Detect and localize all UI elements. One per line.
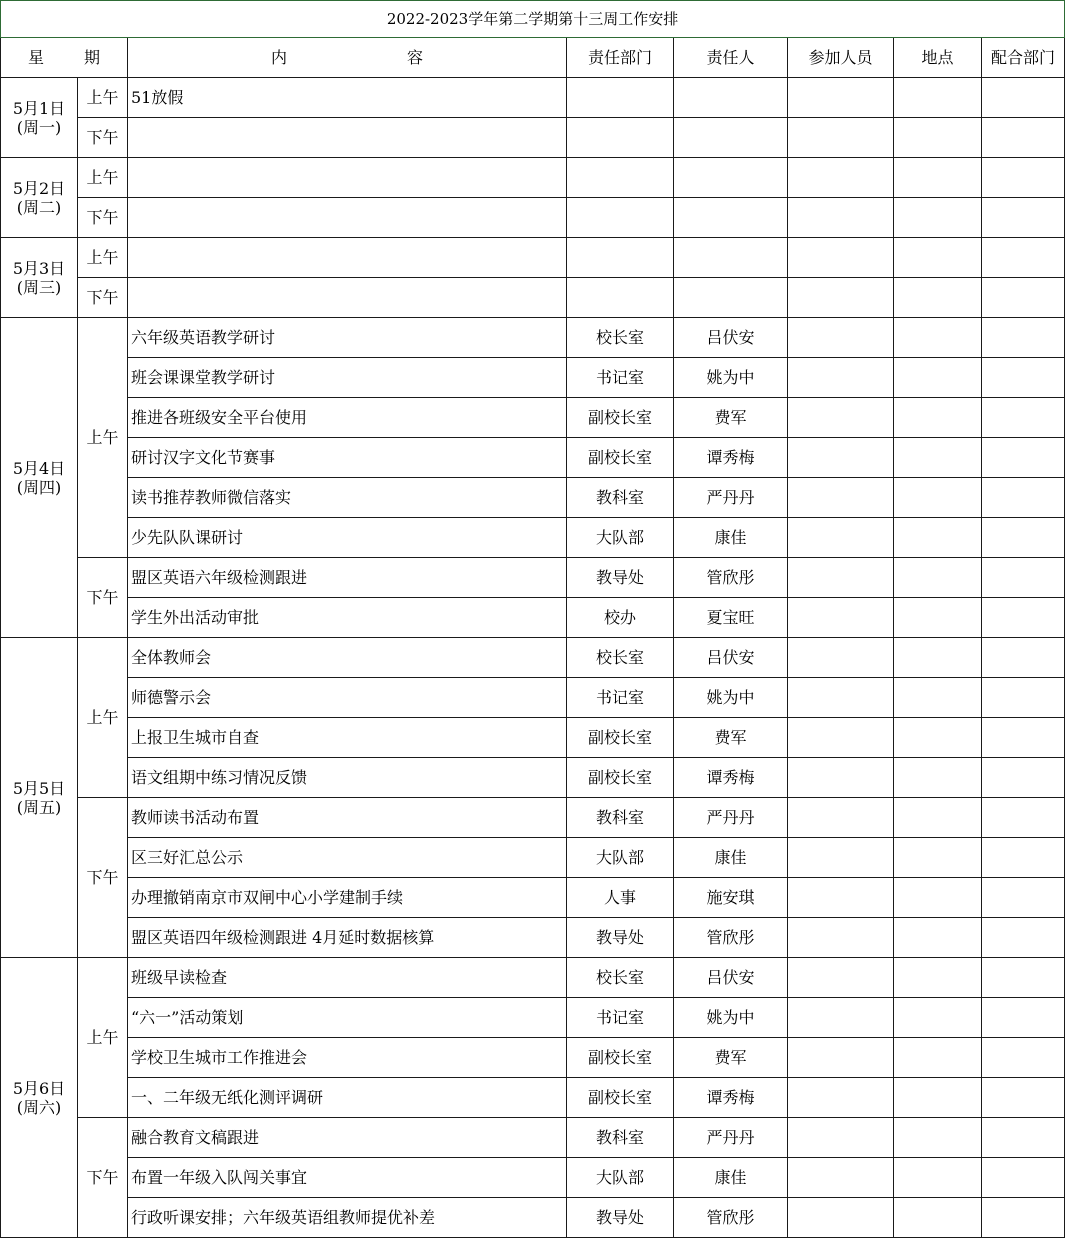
dept-cell [567,198,674,238]
participants-cell [788,318,894,358]
table-row [1,238,1065,278]
person-cell: 夏宝旺 [674,598,788,638]
content-cell: 区三好汇总公示 [128,838,567,878]
coop-cell [982,718,1065,758]
content-cell: 班会课课堂教学研讨 [128,358,567,398]
content-cell [128,158,567,198]
location-cell [894,838,982,878]
day-cell [1,318,78,638]
content-cell: 推进各班级安全平台使用 [128,398,567,438]
day-weekday: (周一) [16,117,62,137]
header-content-a: 内 [270,48,287,67]
table-row [1,838,1065,878]
coop-cell [982,398,1065,438]
participants-cell [788,758,894,798]
period-cell: 下午 [78,558,128,638]
participants-cell [788,438,894,478]
dept-cell: 校长室 [567,318,674,358]
content-cell: 融合教育文稿跟进 [128,1118,567,1158]
person-cell: 康佳 [674,1158,788,1198]
content-cell: 师德警示会 [128,678,567,718]
content-cell: 少先队队课研讨 [128,518,567,558]
person-cell [674,278,788,318]
content-cell [128,118,567,158]
location-cell [894,358,982,398]
content-cell: 上报卫生城市自查 [128,718,567,758]
location-cell [894,398,982,438]
person-cell: 管欣彤 [674,1198,788,1238]
header-weekday [1,38,128,78]
dept-cell [567,278,674,318]
location-cell [894,958,982,998]
location-cell [894,918,982,958]
location-cell [894,1198,982,1238]
person-cell: 费军 [674,1038,788,1078]
day-date: 5月1日 [12,98,66,118]
person-cell: 康佳 [674,838,788,878]
content-cell: 盟区英语六年级检测跟进 [128,558,567,598]
content-cell: 学生外出活动审批 [128,598,567,638]
period-cell: 下午 [78,198,128,238]
person-cell: 费军 [674,718,788,758]
location-cell [894,198,982,238]
dept-cell: 人事 [567,878,674,918]
dept-cell: 校长室 [567,958,674,998]
table-row [1,438,1065,478]
participants-cell [788,998,894,1038]
participants-cell [788,598,894,638]
location-cell [894,278,982,318]
coop-cell [982,318,1065,358]
location-cell [894,118,982,158]
coop-cell [982,558,1065,598]
content-cell: 语文组期中练习情况反馈 [128,758,567,798]
day-weekday: (周三) [16,277,62,297]
dept-cell: 书记室 [567,358,674,398]
coop-cell [982,518,1065,558]
table-row [1,398,1065,438]
person-cell: 严丹丹 [674,478,788,518]
table-row [1,1078,1065,1118]
location-cell [894,758,982,798]
period-cell: 下午 [78,1118,128,1238]
table-row [1,918,1065,958]
coop-cell [982,598,1065,638]
day-date: 5月2日 [12,178,66,198]
coop-cell [982,878,1065,918]
header-content [128,38,567,78]
coop-cell [982,278,1065,318]
coop-cell [982,158,1065,198]
table-row [1,1158,1065,1198]
header-person: 责任人 [674,38,788,78]
table-row [1,998,1065,1038]
person-cell [674,158,788,198]
location-cell [894,678,982,718]
table-row [1,718,1065,758]
location-cell [894,1158,982,1198]
table-row [1,758,1065,798]
coop-cell [982,638,1065,678]
person-cell: 费军 [674,398,788,438]
participants-cell [788,798,894,838]
period-cell: 上午 [78,238,128,278]
day-weekday: (周二) [16,197,62,217]
participants-cell [788,478,894,518]
participants-cell [788,518,894,558]
coop-cell [982,238,1065,278]
dept-cell [567,118,674,158]
participants-cell [788,1158,894,1198]
table-row [1,598,1065,638]
period-cell: 上午 [78,78,128,118]
dept-cell: 教科室 [567,798,674,838]
participants-cell [788,678,894,718]
table-row [1,678,1065,718]
location-cell [894,998,982,1038]
participants-cell [788,838,894,878]
dept-cell: 副校长室 [567,438,674,478]
location-cell [894,718,982,758]
content-cell: 读书推荐教师微信落实 [128,478,567,518]
dept-cell: 副校长室 [567,1038,674,1078]
coop-cell [982,798,1065,838]
dept-cell: 副校长室 [567,1078,674,1118]
participants-cell [788,718,894,758]
table-row [1,158,1065,198]
table-row [1,798,1065,838]
period-cell: 上午 [78,158,128,198]
day-date: 5月5日 [12,778,66,798]
dept-cell: 大队部 [567,1158,674,1198]
dept-cell: 大队部 [567,838,674,878]
participants-cell [788,158,894,198]
coop-cell [982,78,1065,118]
table-row [1,118,1065,158]
coop-cell [982,198,1065,238]
location-cell [894,78,982,118]
location-cell [894,598,982,638]
table-row [1,958,1065,998]
coop-cell [982,998,1065,1038]
participants-cell [788,1078,894,1118]
day-cell [1,158,78,238]
dept-cell: 教科室 [567,1118,674,1158]
coop-cell [982,958,1065,998]
header-participants: 参加人员 [788,38,894,78]
location-cell [894,478,982,518]
dept-cell: 教导处 [567,558,674,598]
location-cell [894,1038,982,1078]
table-row [1,318,1065,358]
person-cell: 谭秀梅 [674,1078,788,1118]
content-cell: 办理撤销南京市双闸中心小学建制手续 [128,878,567,918]
coop-cell [982,678,1065,718]
participants-cell [788,398,894,438]
person-cell [674,198,788,238]
coop-cell [982,438,1065,478]
table-row [1,878,1065,918]
day-date: 5月3日 [12,258,66,278]
content-cell: 学校卫生城市工作推进会 [128,1038,567,1078]
dept-cell [567,78,674,118]
dept-cell [567,238,674,278]
participants-cell [788,358,894,398]
person-cell: 吕伏安 [674,958,788,998]
day-weekday: (周五) [16,797,62,817]
participants-cell [788,238,894,278]
coop-cell [982,1118,1065,1158]
dept-cell: 教导处 [567,918,674,958]
location-cell [894,878,982,918]
header-dept: 责任部门 [567,38,674,78]
location-cell [894,438,982,478]
table-row [1,1198,1065,1238]
day-weekday: (周四) [16,477,62,497]
location-cell [894,1078,982,1118]
person-cell: 姚为中 [674,998,788,1038]
participants-cell [788,1038,894,1078]
coop-cell [982,758,1065,798]
dept-cell: 副校长室 [567,758,674,798]
coop-cell [982,1078,1065,1118]
location-cell [894,638,982,678]
day-date: 5月6日 [12,1078,66,1098]
period-cell: 上午 [78,318,128,558]
person-cell: 管欣彤 [674,558,788,598]
participants-cell [788,1198,894,1238]
table-row [1,278,1065,318]
table-row [1,518,1065,558]
dept-cell: 教导处 [567,1198,674,1238]
person-cell: 谭秀梅 [674,438,788,478]
participants-cell [788,558,894,598]
content-cell [128,198,567,238]
location-cell [894,558,982,598]
content-cell: “六一”活动策划 [128,998,567,1038]
dept-cell: 校长室 [567,638,674,678]
person-cell: 严丹丹 [674,1118,788,1158]
table-row [1,358,1065,398]
person-cell: 谭秀梅 [674,758,788,798]
person-cell: 严丹丹 [674,798,788,838]
table-row [1,1038,1065,1078]
content-cell: 研讨汉字文化节赛事 [128,438,567,478]
period-cell: 下午 [78,798,128,958]
coop-cell [982,478,1065,518]
coop-cell [982,1198,1065,1238]
person-cell [674,238,788,278]
period-cell: 上午 [78,958,128,1118]
header-coop: 配合部门 [982,38,1065,78]
location-cell [894,518,982,558]
participants-cell [788,278,894,318]
location-cell [894,798,982,838]
person-cell: 管欣彤 [674,918,788,958]
location-cell [894,1118,982,1158]
period-cell: 上午 [78,638,128,798]
day-date: 5月4日 [12,458,66,478]
period-cell: 下午 [78,278,128,318]
coop-cell [982,118,1065,158]
person-cell: 康佳 [674,518,788,558]
coop-cell [982,358,1065,398]
location-cell [894,158,982,198]
dept-cell: 大队部 [567,518,674,558]
content-cell: 六年级英语教学研讨 [128,318,567,358]
coop-cell [982,918,1065,958]
participants-cell [788,78,894,118]
content-cell: 布置一年级入队闯关事宜 [128,1158,567,1198]
table-row [1,198,1065,238]
location-cell [894,238,982,278]
location-cell [894,318,982,358]
person-cell [674,118,788,158]
table-row [1,1118,1065,1158]
participants-cell [788,878,894,918]
day-weekday: (周六) [16,1097,62,1117]
dept-cell: 副校长室 [567,398,674,438]
header-weekday-a: 星 [27,48,44,67]
dept-cell: 书记室 [567,998,674,1038]
participants-cell [788,638,894,678]
content-cell: 教师读书活动布置 [128,798,567,838]
person-cell [674,78,788,118]
day-cell [1,958,78,1238]
person-cell: 姚为中 [674,678,788,718]
content-cell: 班级早读检查 [128,958,567,998]
coop-cell [982,1158,1065,1198]
coop-cell [982,838,1065,878]
header-weekday-b: 期 [84,48,101,67]
participants-cell [788,1118,894,1158]
table-row [1,78,1065,118]
content-cell: 一、二年级无纸化测评调研 [128,1078,567,1118]
person-cell: 施安琪 [674,878,788,918]
header-content-b: 容 [407,48,424,67]
dept-cell [567,158,674,198]
table-row [1,558,1065,598]
coop-cell [982,1038,1065,1078]
content-cell: 51放假 [128,78,567,118]
dept-cell: 校办 [567,598,674,638]
participants-cell [788,958,894,998]
content-cell [128,238,567,278]
person-cell: 吕伏安 [674,638,788,678]
table-title: 2022-2023学年第二学期第十三周工作安排 [1,1,1065,38]
participants-cell [788,198,894,238]
content-cell: 行政听课安排；六年级英语组教师提优补差 [128,1198,567,1238]
period-cell: 下午 [78,118,128,158]
header-location: 地点 [894,38,982,78]
content-cell [128,278,567,318]
table-row [1,478,1065,518]
content-cell: 全体教师会 [128,638,567,678]
day-cell [1,638,78,958]
day-cell [1,238,78,318]
day-cell [1,78,78,158]
person-cell: 姚为中 [674,358,788,398]
participants-cell [788,118,894,158]
dept-cell: 副校长室 [567,718,674,758]
participants-cell [788,918,894,958]
dept-cell: 书记室 [567,678,674,718]
content-cell: 盟区英语四年级检测跟进 4月延时数据核算 [128,918,567,958]
person-cell: 吕伏安 [674,318,788,358]
table-row [1,638,1065,678]
dept-cell: 教科室 [567,478,674,518]
